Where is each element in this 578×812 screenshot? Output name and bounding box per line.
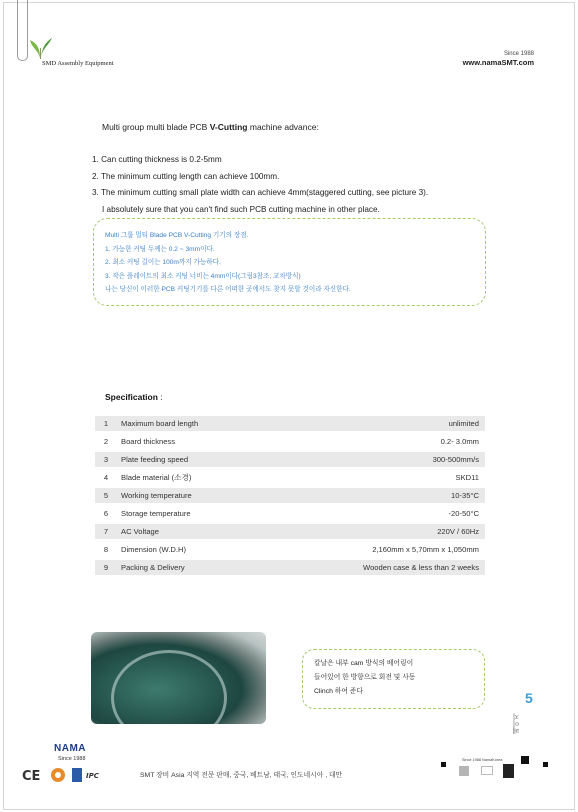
specification-colon: : (157, 392, 163, 402)
spec-gap-cell (275, 542, 303, 560)
intro-suffix: machine advance: (247, 122, 319, 132)
table-row (95, 434, 485, 452)
korean-line: 2. 최소 커팅 길이는 100m까지 가능하다. (105, 259, 221, 266)
caption-line: 들어있어 한 방향으로 회전 및 사동 (314, 674, 416, 681)
table-row (95, 506, 485, 524)
leaf-logo-icon (28, 34, 54, 60)
spec-label: Maximum board length (117, 416, 275, 434)
table-row (95, 560, 485, 578)
ipc-mark-icon: IPC (86, 772, 99, 780)
since-year-label: Since 1988 (503, 51, 534, 57)
spec-gap-cell (275, 488, 303, 506)
row-number: 2 (95, 434, 117, 452)
row-number: 1 (95, 416, 117, 434)
table-row (95, 524, 485, 542)
spec-value: SKD11 (303, 470, 485, 488)
spec-value: -20-50°C (303, 506, 485, 524)
korean-line: 나는 당신이 이러한 PCB 커팅기기를 다른 어떠한 곳에서도 찾지 못할 것이라 자신한다. (105, 286, 351, 293)
spec-label: Packing & Delivery (117, 560, 275, 578)
feature-item: 3. The minimum cutting small plate width can achieve 4mm(staggered cutting, see picture 3). (92, 188, 429, 197)
blade-bearing-photo (91, 632, 266, 724)
page-label: 페이지 (513, 713, 520, 734)
korean-line: 1. 가능한 커팅 두께는 0.2 ~ 3mm이다. (105, 245, 215, 253)
spec-value: 300-500mm/s (303, 452, 485, 470)
spec-value: 0.2- 3.0mm (303, 434, 485, 452)
spec-gap-cell (275, 524, 303, 542)
nama-since-label: Since 1988 (58, 756, 86, 762)
table-row (95, 488, 485, 506)
spec-label: Blade material (소경) (117, 470, 275, 488)
spec-label: Storage temperature (117, 506, 275, 524)
spec-value: unlimited (303, 416, 485, 434)
table-row (95, 452, 485, 470)
spec-gap-cell (275, 560, 303, 578)
specification-table (95, 416, 485, 578)
spec-value: Wooden case & less than 2 weeks (303, 560, 485, 578)
spec-gap-cell (275, 434, 303, 452)
decor-square (481, 766, 493, 775)
row-number: 4 (95, 470, 117, 488)
korean-line: 3. 작은 플레이트의 최소 커팅 너비는 4mm이다(그림3참조, 교차방식) (105, 272, 301, 280)
spec-gap-cell (275, 452, 303, 470)
intro-bold-term: V-Cutting (209, 122, 248, 132)
specification-title (105, 392, 163, 402)
row-number: 7 (95, 524, 117, 542)
feature-item: 2. The minimum cutting length can achieve 100mm. (92, 171, 280, 181)
decor-square (459, 766, 469, 776)
spec-label: Board thickness (117, 434, 275, 452)
caption-line: 칼날은 내부 cam 방식의 베어링이 (314, 660, 414, 667)
row-number: 8 (95, 542, 117, 560)
spec-label: AC Voltage (117, 524, 275, 542)
korean-line: Multi 그룹 멀티 Blade PCB V-Cutting 기기의 장점. (105, 232, 249, 239)
spec-gap-cell (275, 416, 303, 434)
table-row (95, 416, 485, 434)
caption-text (314, 657, 415, 699)
company-tagline: SMD Assembly Equipment (42, 60, 114, 67)
website-url[interactable]: www.namaSMT.com (462, 58, 534, 67)
ce-mark-icon: CE (22, 769, 41, 784)
feature-note: I absolutely sure that you can't find such PCB cutting machine in other place. (102, 204, 380, 214)
decor-square (441, 762, 446, 767)
paper-clip-decoration (17, 0, 28, 61)
spec-label: Working temperature (117, 488, 275, 506)
page-number: 5 (525, 690, 533, 706)
spec-gap-cell (275, 506, 303, 524)
spec-value: 220V / 60Hz (303, 524, 485, 542)
certification-logos-icon (22, 765, 118, 785)
caption-line: Clinch 하여 준다 (314, 688, 363, 695)
nama-brand-logo: NAMA (54, 743, 86, 754)
intro-heading (102, 122, 319, 132)
row-number: 6 (95, 506, 117, 524)
footer-regions-text: SMT 장비 Asia 지역 전문 판매, 중국, 베트남, 태국, 인도네시아 , 대만 (140, 772, 343, 779)
intro-prefix: Multi group multi blade PCB (102, 122, 210, 132)
row-number: 3 (95, 452, 117, 470)
spec-value: 10-35°C (303, 488, 485, 506)
feature-list (92, 152, 428, 218)
since-small-label: Since 1988 NamaKorea (462, 758, 503, 762)
row-number: 5 (95, 488, 117, 506)
spec-label: Dimension (W.D.H) (117, 542, 275, 560)
korean-summary-text (105, 229, 351, 297)
specification-title-text: Specification (105, 392, 158, 402)
spec-value: 2,160mm x 5,70mm x 1,050mm (303, 542, 485, 560)
feature-item: 1. Can cutting thickness is 0.2-5mm (92, 155, 222, 164)
table-row (95, 542, 485, 560)
spec-gap-cell (275, 470, 303, 488)
spec-label: Plate feeding speed (117, 452, 275, 470)
decor-square (521, 756, 529, 764)
decor-square (503, 764, 514, 778)
decor-square (543, 762, 548, 767)
table-row (95, 470, 485, 488)
row-number: 9 (95, 560, 117, 578)
bearing-ring-shape (111, 650, 227, 724)
